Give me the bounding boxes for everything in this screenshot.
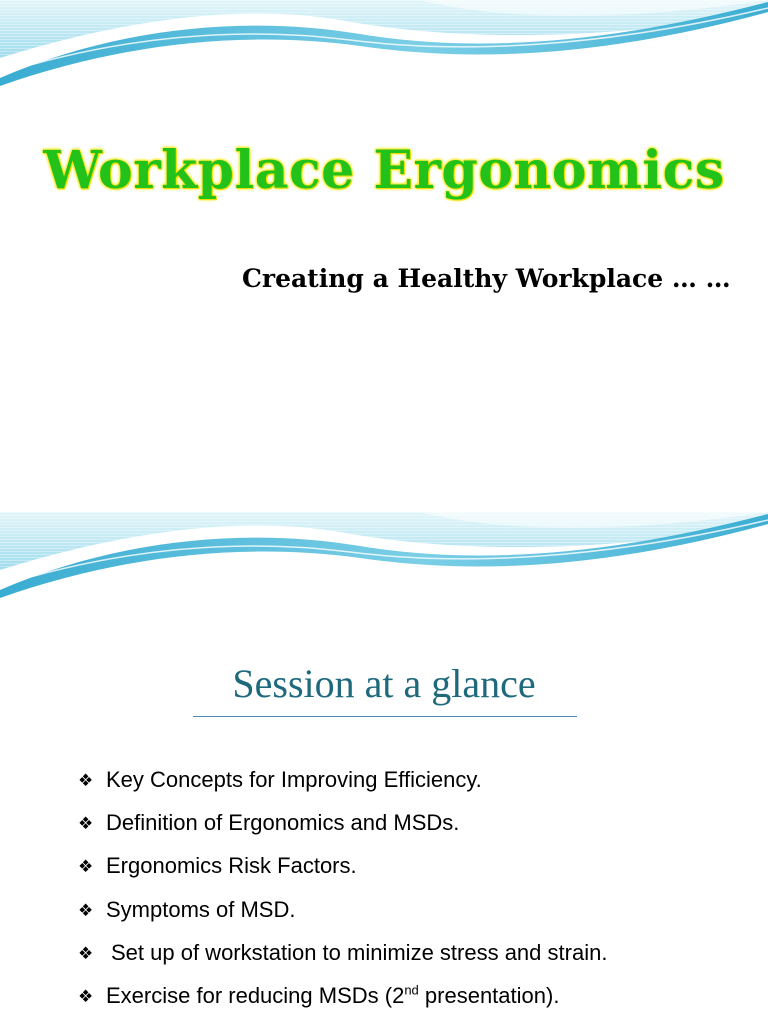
wave-banner: [0, 0, 768, 100]
bullet-item: ❖ Ergonomics Risk Factors.: [78, 852, 607, 895]
superscript: nd: [404, 982, 419, 998]
diamond-bullet-icon: ❖: [78, 857, 94, 877]
slide-title: Session at a glance: [232, 661, 536, 706]
diamond-bullet-icon: ❖: [78, 943, 94, 963]
slide-2: [0, 512, 768, 1024]
diamond-bullet-icon: ❖: [78, 814, 94, 834]
bullet-item: ❖ Symptoms of MSD.: [78, 896, 607, 939]
bullet-item: ❖ Exercise for reducing MSDs (2nd presentation).: [78, 982, 607, 1024]
slide-title: Workplace Ergonomics: [43, 140, 725, 201]
bullet-list: [78, 766, 607, 1024]
diamond-bullet-icon: ❖: [78, 771, 94, 790]
slide-subtitle: Creating a Healthy Workplace … …: [242, 264, 731, 293]
title-underline: [193, 716, 577, 717]
wave-banner: [0, 512, 768, 612]
bullet-item: ❖ Key Concepts for Improving Efficiency.: [78, 766, 607, 809]
bullet-item: ❖ Set up of workstation to minimize stress and strain.: [78, 939, 607, 982]
diamond-bullet-icon: ❖: [78, 900, 94, 920]
diamond-bullet-icon: ❖: [78, 986, 94, 1006]
bullet-item: ❖ Definition of Ergonomics and MSDs.: [78, 809, 607, 852]
